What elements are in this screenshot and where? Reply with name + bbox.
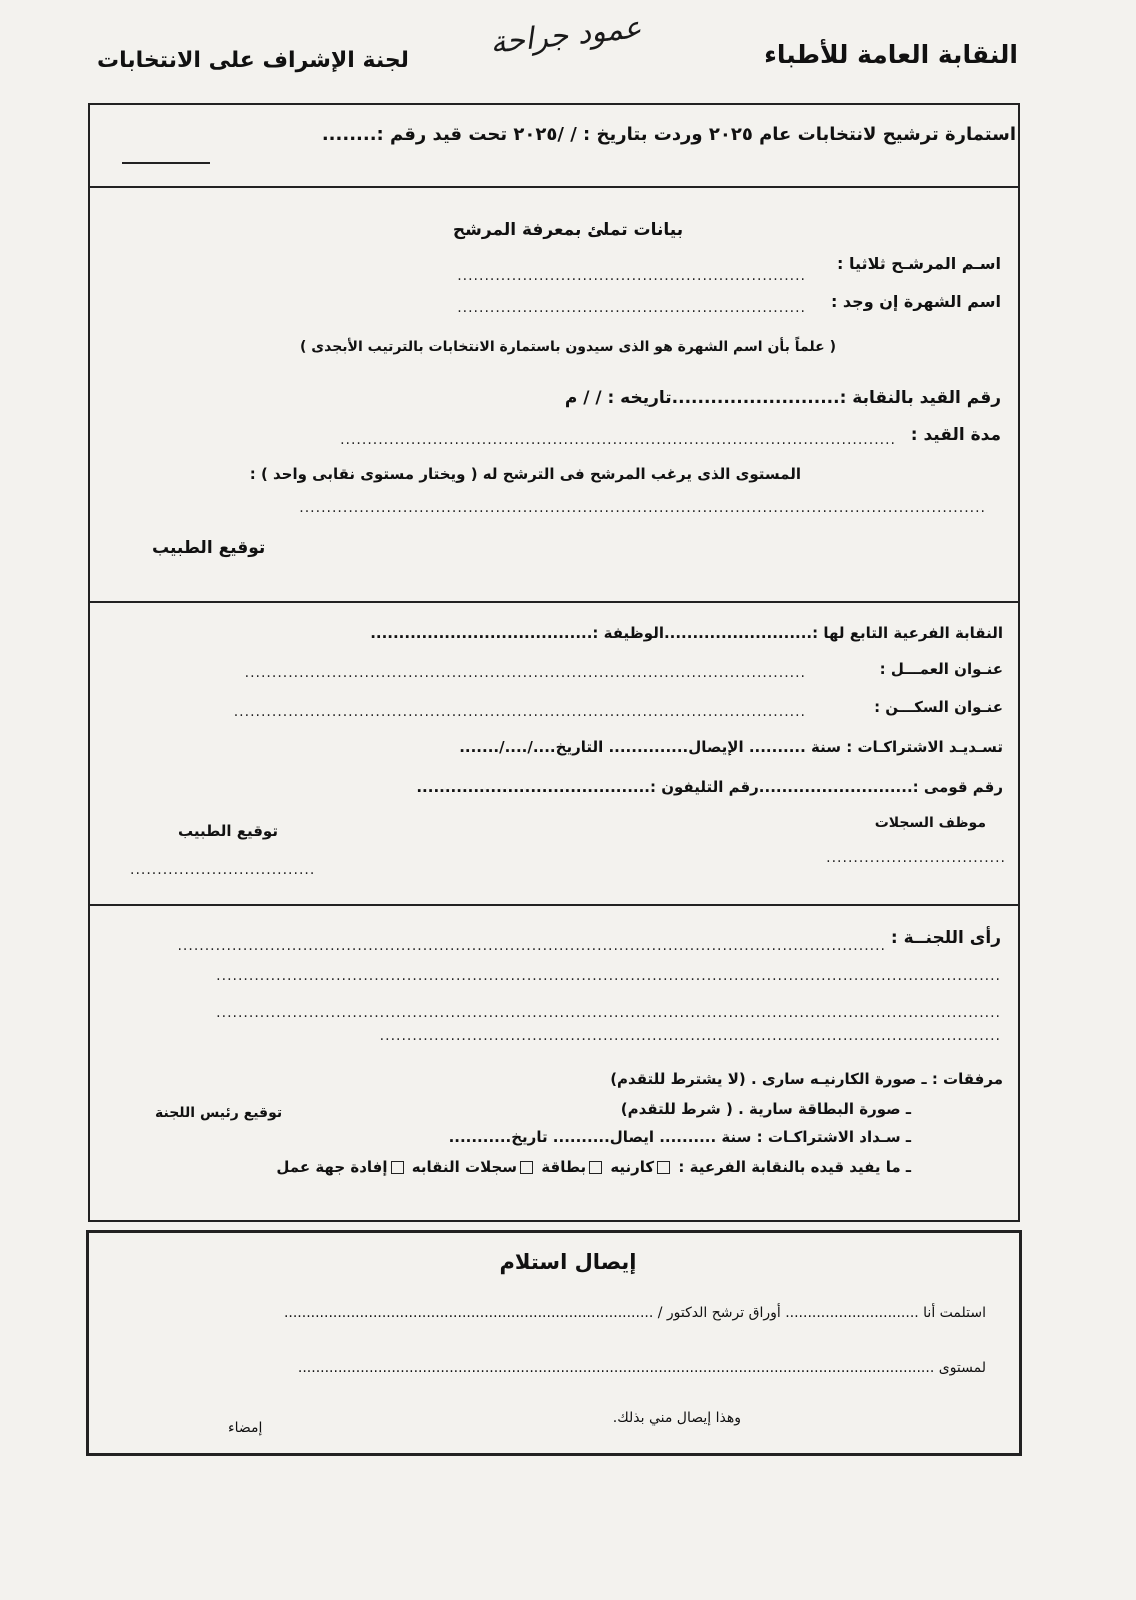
opinion-line-3[interactable]: ................................................................................................................................................ xyxy=(216,1005,1001,1021)
records-clerk-field[interactable]: ................................. xyxy=(826,850,1006,866)
branch-job-line[interactable]: النقابة الفرعية التابع لها :..........................الوظيفة :....................................... xyxy=(370,624,1003,642)
alias-note: ( علماً بأن اسم الشهرة هو الذى سيدون باستمارة الانتخابات بالترتيب الأبجدى ) xyxy=(300,339,836,355)
opinion-line-1[interactable]: .................................................................................................................................. xyxy=(177,938,886,954)
level-label: المستوى الذى يرغب المرشح فى الترشح له ( ويختار مستوى نقابى واحد ) : xyxy=(249,465,801,483)
checkbox-employer[interactable] xyxy=(391,1161,404,1174)
attachments-label: مرفقات : ـ صورة الكارنيـه سارى . (لا يشترط للتقدم) xyxy=(610,1070,1003,1088)
attachment-subscriptions[interactable]: ـ سـداد الاشتراكـات : سنة .......... ايصال.......... تاريخ........... xyxy=(448,1128,911,1146)
work-address-field[interactable]: ....................................................................................................... xyxy=(244,665,806,681)
option-card: بطاقة xyxy=(541,1158,587,1176)
branch-doctor-signature: توقيع الطبيب xyxy=(178,822,278,840)
option-karnih: كارنيه xyxy=(610,1158,655,1176)
duration-label: مدة القيد : xyxy=(910,425,1001,445)
divider-candidate xyxy=(88,601,1018,603)
checkbox-card[interactable] xyxy=(589,1161,602,1174)
divider-title xyxy=(88,186,1018,188)
committee-opinion-label: رأى اللجنــة : xyxy=(890,928,1001,948)
attachment-id-card: ـ صورة البطاقة سارية . ( شرط للتقدم) xyxy=(620,1100,911,1118)
syndicate-title: النقابة العامة للأطباء xyxy=(764,40,1018,69)
work-address-label: عنـوان العمـــل : xyxy=(879,660,1003,678)
committee-title: لجنة الإشراف على الانتخابات xyxy=(97,48,409,73)
registration-number-line[interactable]: رقم القيد بالنقابة :..........................تاريخه : / / م xyxy=(564,388,1001,408)
attachment-branch-label: ـ ما يفيد قيده بالنقابة الفرعية : xyxy=(678,1158,911,1176)
committee-chair-signature: توقيع رئيس اللجنة xyxy=(155,1105,283,1121)
home-address-label: عنـوان السكـــن : xyxy=(874,698,1003,716)
home-address-field[interactable]: ......................................................................................................... xyxy=(233,704,806,720)
receipt-level-line[interactable]: لمستوى ............................................................................................................................................... xyxy=(297,1360,986,1376)
receipt-statement: وهذا إيصال مني بذلك. xyxy=(612,1410,741,1426)
form-title-line: استمارة ترشيح لانتخابات عام ٢٠٢٥ وردت بتاريخ : / /٢٠٢٥ تحت قيد رقم :........ xyxy=(321,124,1016,145)
records-clerk-label: موظف السجلات xyxy=(874,815,986,831)
subscriptions-line[interactable]: تسـديـد الاشتراكـات : سنة .......... الإيصال.............. التاريخ..../..../....... xyxy=(459,738,1003,756)
alias-field[interactable]: ................................................................ xyxy=(457,300,806,316)
opinion-line-2[interactable]: ................................................................................................................................................ xyxy=(216,968,1001,984)
opinion-line-4[interactable]: .................................................................................................................. xyxy=(379,1028,1001,1044)
name-field[interactable]: ................................................................ xyxy=(457,268,806,284)
option-records: سجلات النقابه xyxy=(411,1158,518,1176)
receipt-title: إيصال استلام xyxy=(499,1250,637,1274)
attachment-branch-row xyxy=(276,1158,911,1176)
branch-signature-field[interactable]: .................................. xyxy=(130,862,316,878)
handwritten-note: عمود جراحة xyxy=(488,10,644,61)
candidate-section-heading: بيانات تملئ بمعرفة المرشح xyxy=(452,220,684,240)
alias-label: اسم الشهرة إن وجد : xyxy=(830,292,1001,311)
national-phone-line[interactable]: رقم قومى :...........................رقم التليفون :......................................... xyxy=(416,778,1003,796)
checkbox-karnih[interactable] xyxy=(657,1161,670,1174)
name-label: اسـم المرشـح ثلاثيا : xyxy=(837,254,1001,273)
candidate-doctor-signature: توقيع الطبيب xyxy=(152,538,266,558)
reg-number-underline xyxy=(122,162,210,164)
level-field[interactable]: .............................................................................................................................. xyxy=(299,500,986,516)
receipt-signature: إمضاء xyxy=(228,1420,263,1436)
duration-field[interactable]: ...................................................................................................... xyxy=(340,432,896,448)
receipt-received-line[interactable]: استلمت أنا .............................. أوراق ترشح الدكتور / ................................................................................... xyxy=(283,1305,986,1321)
checkbox-records[interactable] xyxy=(520,1161,533,1174)
divider-branch xyxy=(88,904,1018,906)
option-employer: إفادة جهة عمل xyxy=(276,1158,388,1176)
